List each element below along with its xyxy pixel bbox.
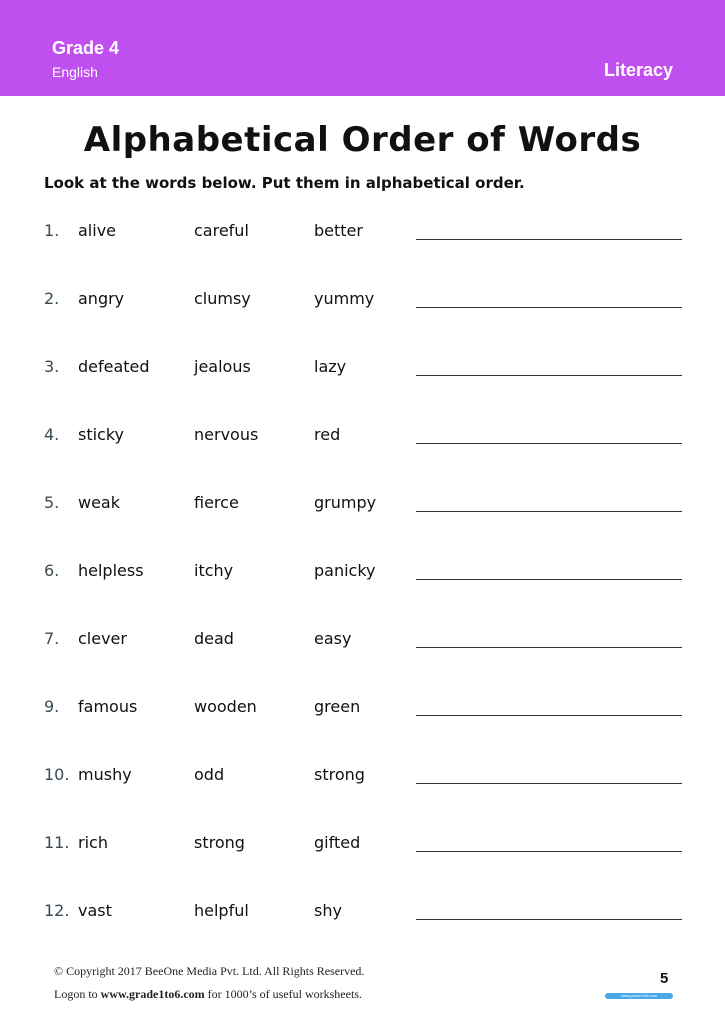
answer-line[interactable]	[416, 783, 682, 784]
word-2: dead	[194, 629, 234, 648]
answer-line[interactable]	[416, 239, 682, 240]
worksheet-row	[0, 351, 725, 381]
row-number: 10.	[44, 765, 70, 784]
word-1: helpless	[78, 561, 144, 580]
answer-line[interactable]	[416, 579, 682, 580]
word-1: mushy	[78, 765, 132, 784]
word-3: better	[314, 221, 363, 240]
word-1: famous	[78, 697, 138, 716]
answer-line[interactable]	[416, 919, 682, 920]
header-banner	[0, 0, 725, 96]
worksheet-row	[0, 691, 725, 721]
worksheet-row	[0, 623, 725, 653]
word-1: sticky	[78, 425, 125, 444]
row-number: 4.	[44, 425, 60, 444]
site-link[interactable]: www.grade1to6.com	[100, 987, 205, 1001]
word-3: panicky	[314, 561, 376, 580]
word-1: alive	[78, 221, 117, 240]
answer-line[interactable]	[416, 307, 682, 308]
word-2: itchy	[194, 561, 234, 580]
row-number: 9.	[44, 697, 60, 716]
word-1: vast	[78, 901, 112, 920]
grade-label: Grade 4	[52, 38, 120, 58]
worksheet-row	[0, 215, 725, 245]
word-1: weak	[78, 493, 120, 512]
word-1: defeated	[78, 357, 150, 376]
worksheet-row	[0, 827, 725, 857]
row-number: 2.	[44, 289, 60, 308]
word-3: green	[314, 697, 361, 716]
worksheet-row	[0, 283, 725, 313]
word-2: helpful	[194, 901, 249, 920]
word-2: clumsy	[194, 289, 251, 308]
word-3: yummy	[314, 289, 375, 308]
answer-line[interactable]	[416, 375, 682, 376]
copyright-text: © Copyright 2017 BeeOne Media Pvt. Ltd. All Rights Reserved.	[54, 964, 365, 978]
word-3: easy	[314, 629, 352, 648]
worksheet-row	[0, 555, 725, 585]
word-1: rich	[78, 833, 108, 852]
logon-suffix: for 1000’s of useful worksheets.	[204, 987, 362, 1001]
row-number: 5.	[44, 493, 60, 512]
site-badge-text: www.grade1to6.com	[620, 993, 658, 998]
row-number: 12.	[44, 901, 70, 920]
row-number: 3.	[44, 357, 60, 376]
answer-line[interactable]	[416, 851, 682, 852]
word-3: strong	[314, 765, 365, 784]
answer-line[interactable]	[416, 511, 682, 512]
worksheet-row	[0, 487, 725, 517]
page-title: Alphabetical Order of Words	[83, 120, 642, 160]
logon-text	[54, 987, 362, 1002]
worksheet-row	[0, 759, 725, 789]
word-3: lazy	[314, 357, 347, 376]
logon-prefix: Logon to	[54, 987, 101, 1001]
word-2: jealous	[194, 357, 251, 376]
page-number: 5	[660, 970, 669, 987]
word-3: red	[314, 425, 341, 444]
word-2: fierce	[194, 493, 239, 512]
subject-label: English	[52, 64, 98, 80]
worksheet-row	[0, 895, 725, 925]
answer-line[interactable]	[416, 715, 682, 716]
worksheet-row	[0, 419, 725, 449]
word-1: angry	[78, 289, 125, 308]
word-2: strong	[194, 833, 245, 852]
answer-line[interactable]	[416, 443, 682, 444]
word-3: gifted	[314, 833, 361, 852]
word-2: nervous	[194, 425, 259, 444]
word-2: careful	[194, 221, 249, 240]
word-1: clever	[78, 629, 127, 648]
word-2: wooden	[194, 697, 257, 716]
word-3: grumpy	[314, 493, 377, 512]
row-number: 11.	[44, 833, 70, 852]
word-3: shy	[314, 901, 342, 920]
row-number: 7.	[44, 629, 60, 648]
row-number: 6.	[44, 561, 60, 580]
answer-line[interactable]	[416, 647, 682, 648]
row-number: 1.	[44, 221, 60, 240]
word-2: odd	[194, 765, 225, 784]
instruction-text: Look at the words below. Put them in alphabetical order.	[44, 174, 525, 192]
topic-label: Literacy	[603, 60, 673, 80]
